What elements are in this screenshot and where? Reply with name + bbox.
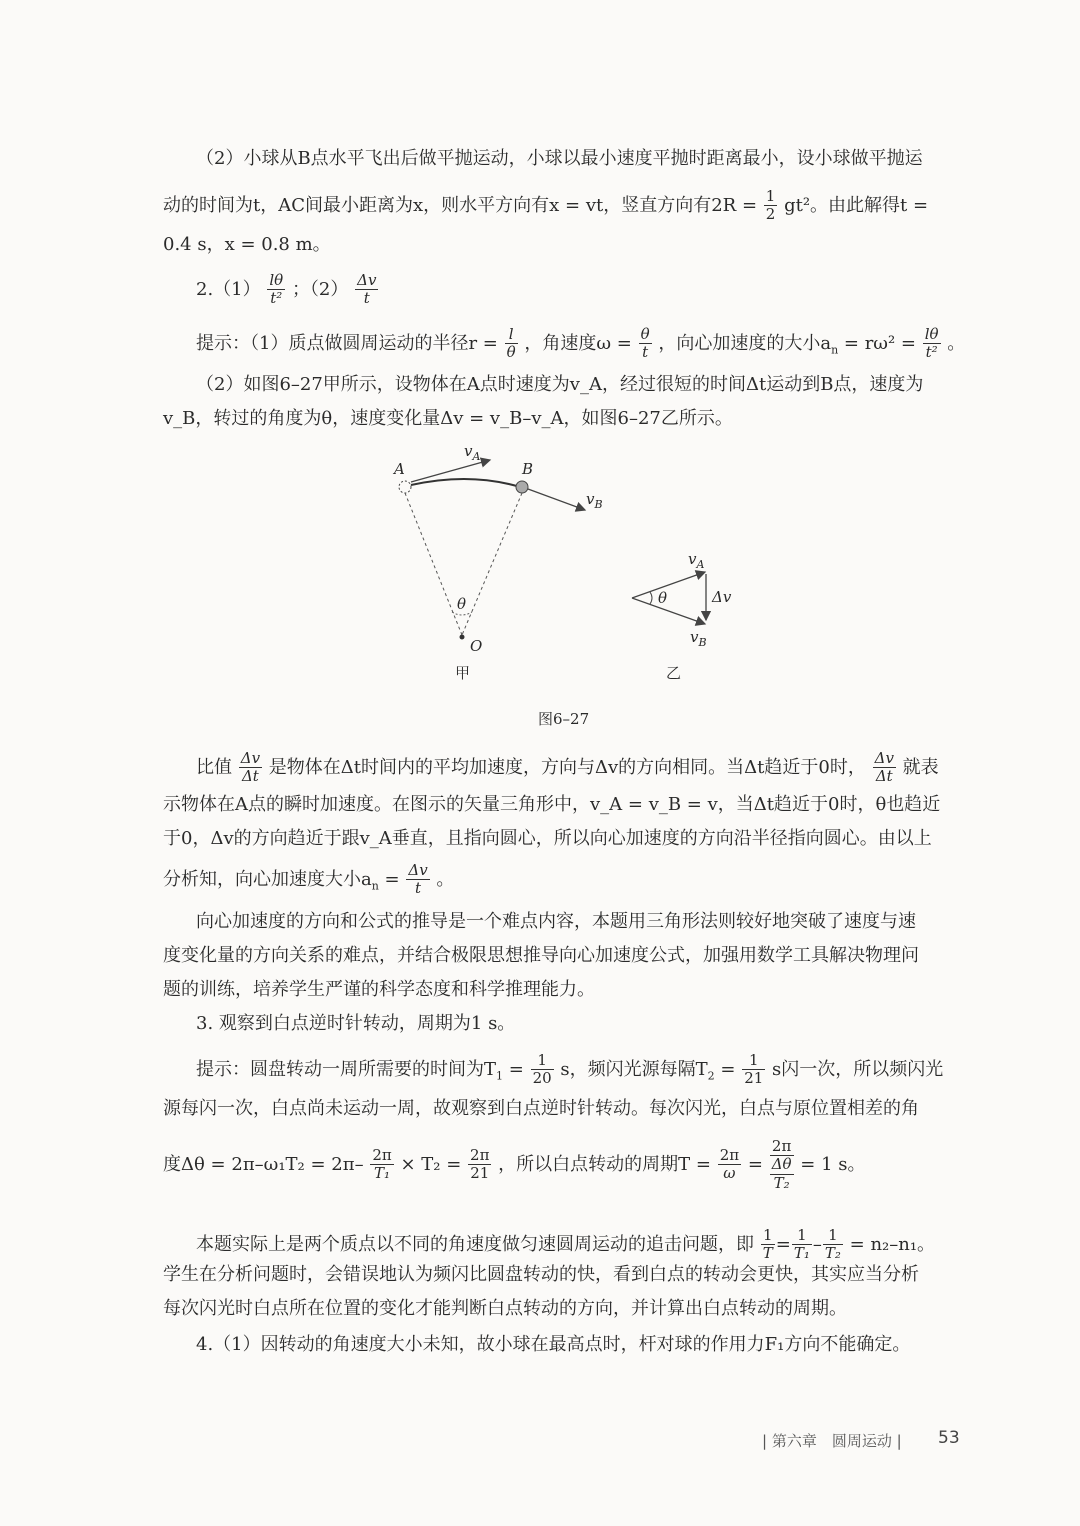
triangle-label-vb: $v_B$ (690, 628, 707, 649)
text-line: 度Δθ = 2π–ω₁T₂ = 2π– $\frac{2\pi}{\text{T₁}}$ × T₂ = $\frac{2\pi}{21}$ ，所以白点转动的周期T = $\frac{2\pi}{\omega}$ = 2π Δθ T₂ = 1 s。 (163, 1137, 866, 1192)
text-line: 度变化量的方向关系的难点，并结合极限思想推导向心加速度公式，加强用数学工具解决物理问 (163, 945, 919, 966)
text-line: 学生在分析问题时，会错误地认为频闪比圆盘转动的快，看到白点的转动会更快，其实应当分析 (163, 1264, 919, 1285)
arc-ab (411, 479, 520, 487)
label-va: $v_A$ (464, 442, 481, 463)
triangle-label-dv: Δv (712, 588, 732, 606)
fraction: $\frac{2\pi}{21}$ (470, 1146, 490, 1183)
text-segment: gt²。由此解得t = (784, 194, 929, 216)
fraction: $\frac{\theta}{t}$ (640, 325, 650, 362)
fraction: $\frac{1}{\text{T₂}}$ (824, 1226, 841, 1263)
text-line: 于0，Δv的方向趋近于跟v_A垂直，且指向圆心，所以向心加速度的方向沿半径指向圆心。由以上 (163, 828, 932, 849)
figure-caption: 图6–27 (538, 710, 590, 728)
text-line: 每次闪光时白点所在位置的变化才能判断白点转动的方向，并计算出白点转动的周期。 (163, 1298, 847, 1319)
text-line: v_B，转过的角度为θ，速度变化量Δv = v_B–v_A，如图6–27乙所示。 (163, 408, 733, 429)
label-vb: $v_B$ (586, 490, 603, 511)
fraction: $\frac{\Delta v}{\Delta t}$ (240, 749, 261, 786)
text-line: （2）小球从B点水平飞出后做平抛运动，小球以最小速度平抛时距离最小，设小球做平抛运 (196, 148, 923, 169)
text-line: 示物体在A点的瞬时加速度。在图示的矢量三角形中，v_A = v_B = v，当Δt趋近于0时，θ也趋近 (163, 794, 941, 815)
text-line: 比值 $\frac{\Delta v}{\Delta t}$ 是物体在Δt时间内的平均加速度，方向与Δv的方向相同。当Δt趋近于0时， $\frac{\Delta v}{\Delta t}$ 就表 (196, 749, 939, 786)
fraction: $\frac{\Delta v}{t}$ (357, 271, 377, 308)
fraction: $\frac{\Delta v}{t}$ (408, 861, 428, 898)
text-line: 题的训练，培养学生严谨的科学态度和科学推理能力。 (163, 979, 595, 1000)
triangle-vb (632, 598, 705, 624)
hint-line: 提示：圆盘转动一周所需要的时间为$T_1$ = $\frac{1}{20}$ s，频闪光源每隔$T_2$ = $\frac{1}{21}$ s闪一次，所以频闪光 (196, 1051, 944, 1088)
point-b-ball (516, 481, 528, 493)
radius-oa (405, 493, 462, 635)
fraction: $\frac{1}{2}$ (765, 187, 776, 224)
triangle-label-va: $v_A$ (688, 550, 705, 571)
center-o (460, 635, 465, 640)
triangle-va (632, 572, 705, 598)
triangle-angle-arc (650, 592, 652, 604)
text-line: 源每闪一次，白点尚未运动一周，故观察到白点逆时针转动。每次闪光，白点与原位置相差的角 (163, 1098, 919, 1119)
answer-line: 3. 观察到白点逆时针转动，周期为1 s。 (196, 1013, 516, 1034)
point-a-circle (399, 481, 411, 493)
text-line: 0.4 s，x = 0.8 m。 (163, 234, 331, 255)
fraction: $\frac{l}{\theta}$ (506, 325, 516, 362)
text-line: 4.（1）因转动的角速度大小未知，故小球在最高点时，杆对球的作用力F₁方向不能确定。 (196, 1334, 911, 1355)
fraction: $\frac{l\theta}{\text{t²}}$ (924, 325, 939, 362)
radius-ob (462, 493, 522, 635)
triangle-label-theta: θ (658, 589, 668, 607)
label-jia: 甲 (455, 664, 471, 682)
label-yi: 乙 (666, 664, 682, 682)
fraction: $\frac{l\theta}{\text{t²}}$ (269, 271, 284, 308)
fraction: $\frac{\Delta v}{\Delta t}$ (874, 749, 894, 786)
chapter-footer: | 第六章 圆周运动 | (762, 1432, 902, 1450)
answer-line: 2.（1） $\frac{l\theta}{\text{t²}}$ ；（2） $\frac{\Delta v}{t}$ (196, 271, 377, 308)
fraction: $\frac{1}{T}$ (762, 1226, 773, 1263)
fraction: $\frac{1}{21}$ (744, 1051, 764, 1088)
text-line: 本题实际上是两个质点以不同的角速度做匀速圆周运动的追击问题，即 $\frac{1}{T}$ = $\frac{1}{\text{T₁}}$ – $\frac{1}{\text{T₂}}$ = n₂–n₁。 (196, 1226, 936, 1263)
velocity-b-arrow (528, 489, 585, 510)
nested-fraction: 2π Δθ T₂ (771, 1137, 792, 1192)
hint-line: 提示：（1）质点做圆周运动的半径r = $\frac{l}{\theta}$ ，角速度ω = $\frac{\theta}{t}$ ，向心加速度的大小$a_n = r\omega^2$ = $\frac{l\theta}{\text{t²}}$ 。 (196, 325, 966, 362)
label-o: O (470, 637, 483, 655)
text-line (163, 188, 928, 224)
figure-6-27 (370, 430, 770, 690)
page-number: 53 (938, 1428, 960, 1448)
fraction: $\frac{1}{\text{T₁}}$ (793, 1226, 810, 1263)
label-theta: θ (457, 595, 467, 613)
text-segment: 动的时间为t，AC间最小距离为x，则水平方向有x = vt，竖直方向有2R = (163, 194, 758, 216)
text-line: （2）如图6–27甲所示，设物体在A点时速度为v_A，经过很短的时间Δt运动到B点，速度为 (196, 374, 924, 395)
label-b: B (522, 460, 534, 478)
text-line: 分析知，向心加速度大小$a_n$ = $\frac{\Delta v}{t}$ 。 (163, 861, 455, 898)
fraction: $\frac{2\pi}{\omega}$ (719, 1146, 740, 1183)
text-line: 向心加速度的方向和公式的推导是一个难点内容，本题用三角形法则较好地突破了速度与速 (196, 911, 916, 932)
fraction: $\frac{2\pi}{\text{T₁}}$ (372, 1146, 392, 1183)
label-a: A (394, 460, 405, 478)
fraction: $\frac{1}{20}$ (532, 1051, 552, 1088)
